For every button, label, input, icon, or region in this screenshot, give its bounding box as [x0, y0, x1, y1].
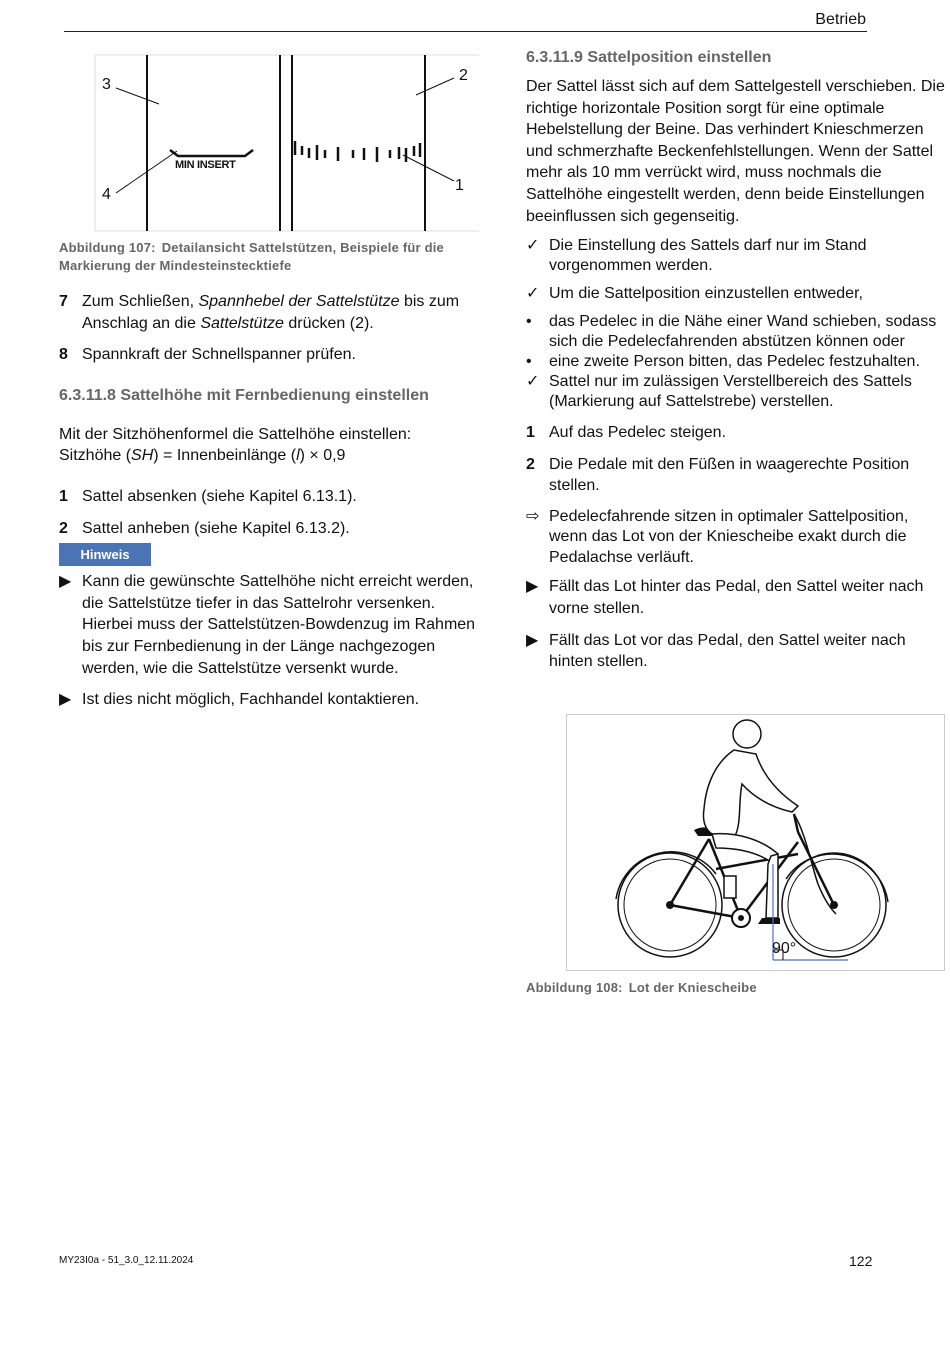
seat-height-formula	[59, 445, 479, 467]
formula-intro-text: Mit der Sitzhöhenformel die Sattelhöhe einstellen:	[59, 425, 412, 443]
callout-1: 1	[455, 177, 464, 194]
step-7-clamp-lever: Spannhebel der Sattelstütze	[198, 293, 400, 310]
footer-document-id: MY23I0a - 51_3.0_12.11.2024	[59, 1255, 194, 1266]
right-step-2	[526, 454, 946, 497]
right-step-2-number: 2	[526, 455, 535, 473]
footer-page-number: 122	[849, 1253, 873, 1269]
step-8	[59, 344, 479, 366]
option-bullet-1	[526, 312, 946, 352]
seatpost-marking-illustration	[59, 48, 479, 233]
action-1	[526, 576, 946, 619]
step-7-text-c: drücken (2).	[283, 314, 374, 332]
option-bullet-1-text: das Pedelec in die Nähe einer Wand schieben, sodass sich die Pedelecfahrenden abstützen können oder	[549, 313, 937, 351]
arrow-right-icon: ▶	[59, 691, 72, 709]
arrow-right-icon: ▶	[59, 573, 72, 591]
angle-label: 90°	[772, 940, 797, 957]
header-rule	[64, 31, 867, 32]
result-statement-text: Pedelecfahrende sitzen in optimaler Sattelposition, wenn das Lot von der Kniescheibe exakt durch die Pedalachse verläuft.	[549, 507, 909, 566]
result-arrow-icon: ⇨	[526, 507, 540, 525]
action-2	[526, 630, 946, 673]
step-8-text: Spannkraft der Schnellspanner prüfen.	[82, 346, 356, 364]
precondition-2-text: Um die Sattelposition einzustellen entweder,	[549, 285, 863, 303]
left-column	[59, 48, 479, 711]
bullet-icon: •	[526, 353, 532, 371]
section-heading-6-3-11-9: 6.3.11.9 Sattelposition einstellen	[526, 49, 772, 66]
checkmark-icon: ✓	[526, 373, 540, 391]
hinweis-note-2-text: Ist dies nicht möglich, Fachhandel kontaktieren.	[82, 691, 420, 709]
figure-108-caption-text: Lot der Kniescheibe	[628, 980, 757, 995]
left-step-1-number: 1	[59, 487, 68, 505]
right-step-1-number: 1	[526, 424, 535, 442]
step-8-number: 8	[59, 346, 68, 364]
step-7-text-a: Zum Schließen,	[82, 293, 199, 310]
precondition-3	[526, 372, 946, 412]
formula-var-l: l	[296, 447, 300, 465]
step-7-seatpost: Sattelstütze	[200, 314, 284, 332]
option-bullet-2-text: eine zweite Person bitten, das Pedelec festzuhalten.	[549, 353, 920, 371]
right-step-1	[526, 422, 946, 444]
header-section-title: Betrieb	[815, 11, 866, 28]
left-step-2	[59, 518, 479, 540]
right-column	[526, 48, 946, 673]
left-step-2-text: Sattel anheben (siehe Kapitel 6.13.2).	[82, 519, 350, 537]
callout-4: 4	[102, 186, 111, 203]
checkmark-icon: ✓	[526, 237, 540, 255]
figure-107-caption-number: Abbildung 107:	[59, 240, 156, 255]
figure-108-caption-number: Abbildung 108:	[526, 980, 623, 995]
left-step-1-text: Sattel absenken (siehe Kapitel 6.13.1).	[82, 487, 357, 505]
figure-107-caption-text: Detailansicht Sattelstützen, Beispiele für die Markierung der Mindesteinstecktiefe	[59, 240, 444, 273]
bullet-icon: •	[526, 313, 532, 331]
figure-108-caption	[526, 979, 757, 997]
precondition-3-text: Sattel nur im zulässigen Verstellbereich des Sattels (Markierung auf Sattelstrebe) verstellen.	[549, 373, 912, 411]
step-7-number: 7	[59, 293, 68, 310]
step-7-text-b: bis zum Anschlag an die	[82, 293, 460, 332]
callout-2: 2	[459, 67, 468, 84]
hinweis-wrapper	[59, 543, 479, 566]
formula-var-sh: SH	[131, 447, 154, 465]
precondition-1	[526, 236, 946, 276]
figure-107	[59, 48, 479, 233]
formula-part-e: ) × 0,9	[299, 447, 346, 465]
result-statement	[526, 507, 946, 569]
hinweis-note-1	[59, 571, 479, 679]
action-2-text: Fällt das Lot vor das Pedal, den Sattel weiter nach hinten stellen.	[549, 631, 906, 671]
saddle-position-intro: Der Sattel lässt sich auf dem Sattelgestell verschieben. Die richtige horizontale Position sorgt für eine optimale Hebelstellung der Beine. Das verhindert Knieschmerzen und schmerzhafte Beckenfehlstellungen. Wenn der Sattel mehr als 10 mm verrückt wird, muss nochmals die Sattelhöhe eingestellt werden, denn beide Einstellungen beeinflussen sich gegenseitig.	[526, 78, 945, 225]
step-7	[59, 291, 479, 334]
formula-part-c: ) = Innenbeinlänge (	[153, 447, 297, 465]
rider-on-pedelec-illustration	[566, 714, 946, 972]
precondition-2	[526, 284, 946, 304]
callout-3: 3	[102, 76, 111, 93]
arrow-right-icon: ▶	[526, 578, 539, 596]
right-step-2-text: Die Pedale mit den Füßen in waagerechte Position stellen.	[549, 455, 910, 495]
option-bullet-2	[526, 352, 946, 372]
section-heading-6-3-11-8: 6.3.11.8 Sattelhöhe mit Fernbedienung einstellen	[59, 386, 429, 404]
hinweis-badge: Hinweis	[59, 543, 151, 566]
hinweis-note-2	[59, 689, 479, 711]
checkmark-icon: ✓	[526, 285, 540, 303]
figure-108	[566, 714, 946, 972]
action-1-text: Fällt das Lot hinter das Pedal, den Sattel weiter nach vorne stellen.	[549, 578, 924, 618]
formula-part-a: Sitzhöhe (	[59, 447, 132, 465]
arrow-right-icon: ▶	[526, 631, 539, 649]
hinweis-note-1-text: Kann die gewünschte Sattelhöhe nicht erreicht werden, die Sattelstütze tiefer in das Sattelrohr versenken. Hierbei muss der Sattelstützen-Bowdenzug im Rahmen bis zur Fernbedienung in der Länge nachgezogen werden, wie die Sattelstütze versenkt wurde.	[82, 573, 476, 677]
precondition-1-text: Die Einstellung des Sattels darf nur im Stand vorgenommen werden.	[549, 237, 867, 275]
right-step-1-text: Auf das Pedelec steigen.	[549, 424, 727, 442]
seat-height-formula-intro	[59, 424, 479, 467]
left-step-1	[59, 486, 479, 508]
left-step-2-number: 2	[59, 519, 68, 537]
figure-107-caption	[59, 239, 479, 275]
min-insert-label: MIN INSERT	[175, 159, 236, 171]
